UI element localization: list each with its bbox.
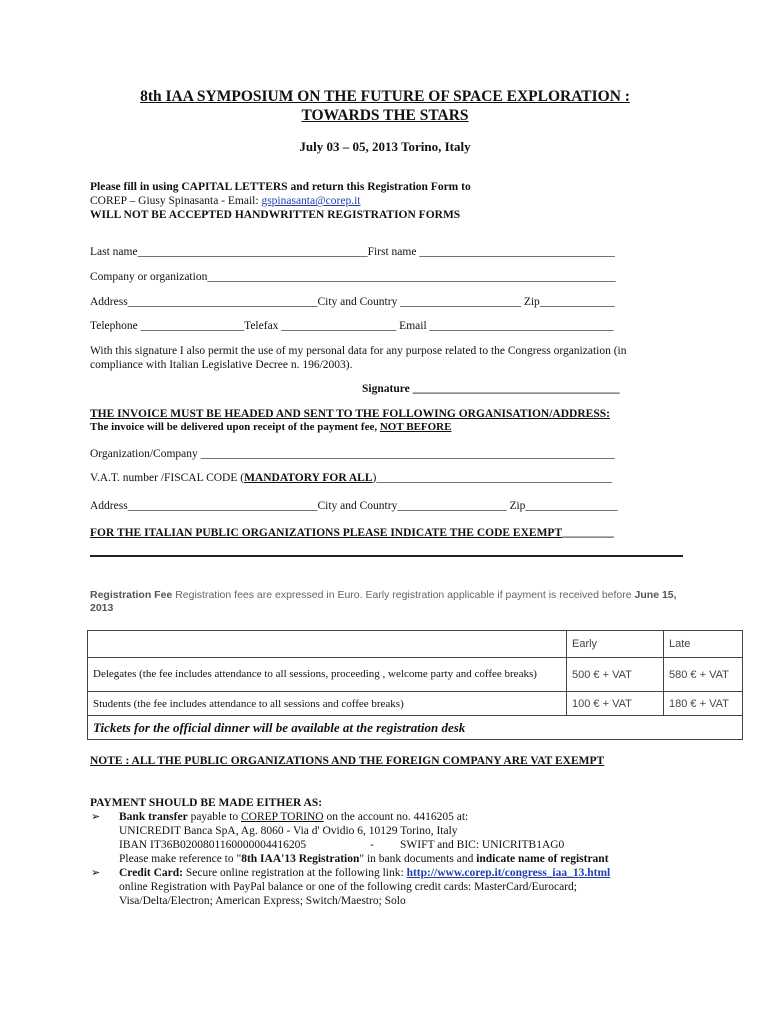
telefax-field[interactable]: ____________________ [278, 320, 400, 332]
students-early: 100 € + VAT [567, 692, 664, 716]
col-early-header: Early [567, 631, 664, 658]
bullet-arrow-icon: ➢ [91, 810, 101, 823]
bank-account: on the account no. 4416205 at: [323, 811, 469, 823]
reference-mid: " in bank documents and [359, 853, 477, 865]
contact-email-link[interactable]: gspinasanta@corep.it [261, 195, 361, 207]
instructions-line-3: WILL NOT BE ACCEPTED HANDWRITTEN REGISTRATION FORMS [90, 209, 461, 221]
students-label: Students (the fee includes attendance to all sessions and coffee breaks) [88, 692, 567, 716]
reference-prefix: Please make reference to " [119, 853, 242, 865]
registration-link[interactable]: http://www.corep.it/congress_iaa_13.html [406, 867, 611, 879]
vat-close-paren: ) [372, 472, 377, 484]
company-field[interactable]: _______________________________________________________________________ [207, 271, 616, 283]
email-field[interactable]: ________________________________ [426, 320, 614, 332]
last-name-label: Last name [90, 246, 138, 258]
zip-label: Zip [523, 296, 540, 308]
table-row [88, 658, 743, 692]
dinner-blank-1 [567, 716, 664, 740]
telephone-label: Telephone [90, 320, 138, 332]
bank-payable-text: payable to [187, 811, 242, 823]
invoice-note [90, 421, 451, 433]
delegates-late: 580 € + VAT [664, 658, 743, 692]
last-name-field[interactable]: ________________________________________ [137, 246, 368, 258]
credit-card-line-2: online Registration with PayPal balance or one of the following credit cards: MasterCard/Eurocard; [119, 881, 577, 893]
delegates-early: 500 € + VAT [567, 658, 664, 692]
fee-table-header [88, 631, 743, 658]
credit-card-line [119, 867, 610, 879]
fee-intro-line-1 [90, 589, 677, 601]
telephone-field[interactable]: __________________ [137, 320, 245, 332]
vat-mandatory: MANDATORY FOR ALL [244, 472, 373, 484]
address-field[interactable]: _________________________________ [127, 296, 318, 308]
zip-field[interactable]: _____________ [539, 296, 615, 308]
invoice-address-field[interactable]: _________________________________ [127, 500, 318, 512]
org-company-label: Organization/Company [90, 448, 198, 460]
instructions-line-2 [90, 195, 361, 207]
col-late-header: Late [664, 631, 743, 658]
invoice-address-row [90, 500, 617, 512]
city-country-label: City and Country [317, 296, 398, 308]
email-label: Email [399, 320, 427, 332]
first-name-label: First name [367, 246, 417, 258]
table-row [88, 692, 743, 716]
bank-transfer-line [119, 811, 468, 823]
invoice-note-text: The invoice will be delivered upon receipt of the payment fee, [90, 421, 380, 433]
signature-field[interactable]: ____________________________________ [409, 383, 620, 395]
dinner-note: Tickets for the official dinner will be available at the registration desk [88, 716, 567, 740]
swift-bic: SWIFT and BIC: UNICRITB1AG0 [400, 839, 565, 851]
invoice-zip-label: Zip [509, 500, 526, 512]
vat-row [90, 472, 612, 484]
fee-deadline-year: 2013 [90, 602, 114, 614]
vat-label: V.A.T. number /FISCAL CODE ( [90, 472, 245, 484]
signature-row [362, 383, 620, 395]
org-company-row [90, 448, 615, 460]
fee-description: Registration fees are expressed in Euro. Early registration applicable if payment is received before [175, 589, 635, 601]
invoice-city-country-label: City and Country [317, 500, 398, 512]
org-company-field[interactable]: ________________________________________________________________________ [197, 448, 615, 460]
telefax-label: Telefax [244, 320, 279, 332]
title-line-2: TOWARDS THE STARS [301, 107, 469, 124]
bank-payee: COREP TORINO [241, 811, 324, 823]
city-country-field[interactable]: _____________________ [397, 296, 524, 308]
dinner-blank-2 [664, 716, 743, 740]
fee-deadline: June 15, [634, 589, 677, 601]
table-row [88, 716, 743, 740]
invoice-address-label: Address [90, 500, 128, 512]
invoice-note-emphasis: NOT BEFORE [379, 421, 452, 433]
address-row [90, 296, 615, 308]
event-dates: July 03 – 05, 2013 Torino, Italy [299, 139, 471, 154]
consent-line-1: With this signature I also permit the use of my personal data for any purpose related to the Congress organization (in [90, 345, 627, 357]
delegates-label: Delegates (the fee includes attendance to all sessions, proceeding , welcome party and coffee breaks) [88, 658, 567, 692]
phone-row [90, 320, 614, 332]
invoice-city-country-field[interactable]: ___________________ [397, 500, 510, 512]
title-line-1: 8th IAA SYMPOSIUM ON THE FUTURE OF SPACE EXPLORATION : [140, 88, 630, 105]
vat-field[interactable]: _________________________________________ [376, 472, 613, 484]
section-divider [90, 555, 683, 557]
contact-text: COREP – Giusy Spinasanta - Email: [90, 195, 262, 207]
bullet-arrow-icon: ➢ [91, 866, 101, 879]
consent-line-2: compliance with Italian Legislative Decree n. 196/2003). [90, 359, 353, 371]
fee-table [87, 630, 743, 740]
reference-instruction: indicate name of registrant [476, 853, 609, 865]
reference-line [119, 853, 609, 865]
vat-exempt-note: NOTE : ALL THE PUBLIC ORGANIZATIONS AND THE FOREIGN COMPANY ARE VAT EXEMPT [90, 755, 605, 767]
iban-dash: - [370, 839, 374, 851]
signature-label: Signature [362, 383, 410, 395]
company-row [90, 271, 616, 283]
iban: IBAN IT36B0200801160000004416205 [119, 839, 307, 851]
exempt-code-field[interactable]: _________ [562, 527, 614, 539]
payment-heading: PAYMENT SHOULD BE MADE EITHER AS: [90, 797, 323, 809]
fee-label: Registration Fee [90, 589, 173, 601]
italian-public-label: FOR THE ITALIAN PUBLIC ORGANIZATIONS PLEASE INDICATE THE CODE EXEMPT [90, 527, 563, 539]
students-late: 180 € + VAT [664, 692, 743, 716]
italian-public-row [90, 527, 614, 539]
bank-transfer-label: Bank transfer [119, 811, 188, 823]
company-label: Company or organization [90, 271, 208, 283]
last-name-row [90, 246, 615, 258]
invoice-zip-field[interactable]: ________________ [525, 500, 618, 512]
fee-header-blank [88, 631, 567, 658]
credit-card-line-3: Visa/Delta/Electron; American Express; Switch/Maestro; Solo [119, 895, 406, 907]
credit-card-text: Secure online registration at the following link: [183, 867, 407, 879]
reference-code: 8th IAA'13 Registration [241, 853, 360, 865]
address-label: Address [90, 296, 128, 308]
bank-name: UNICREDIT Banca SpA, Ag. 8060 - Via d' Ovidio 6, 10129 Torino, Italy [119, 825, 458, 837]
instructions-line-1: Please fill in using CAPITAL LETTERS and return this Registration Form to [90, 181, 471, 193]
first-name-field[interactable]: __________________________________ [416, 246, 615, 258]
invoice-heading: THE INVOICE MUST BE HEADED AND SENT TO THE FOLLOWING ORGANISATION/ADDRESS: [90, 408, 610, 420]
credit-card-label: Credit Card: [119, 867, 183, 879]
